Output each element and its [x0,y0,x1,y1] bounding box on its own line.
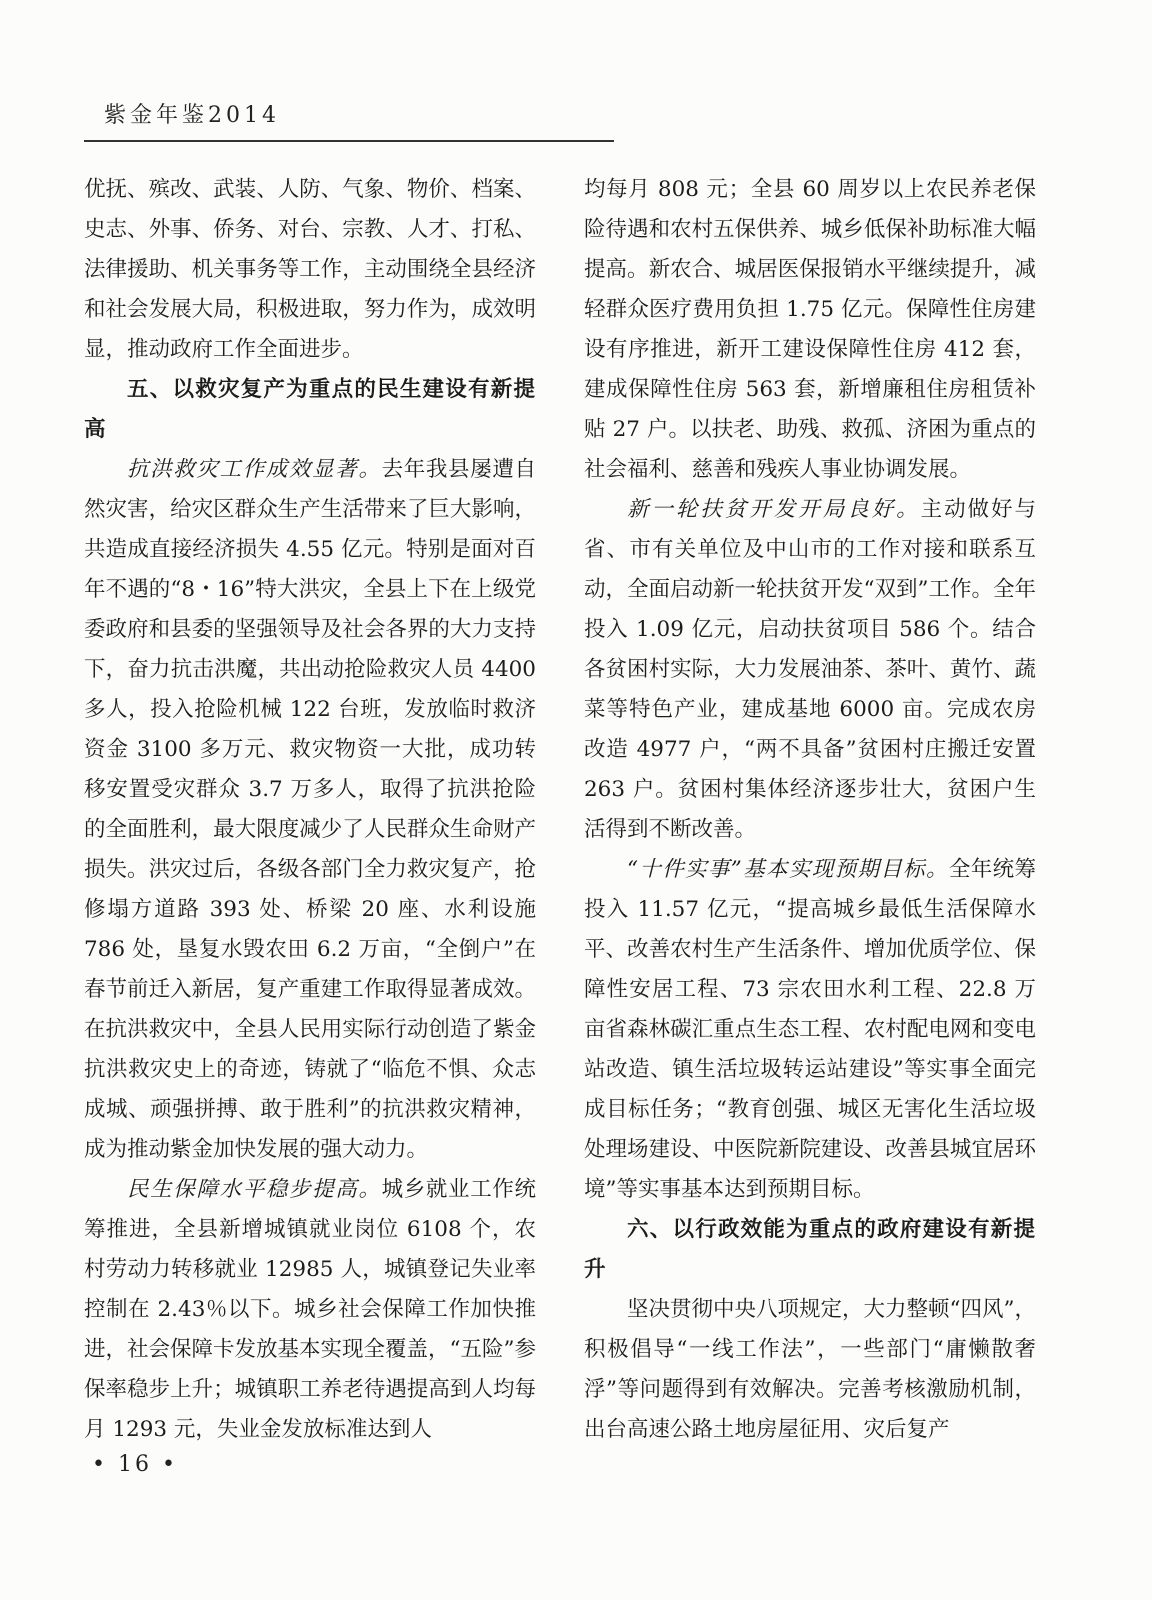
paragraph: 坚决贯彻中央八项规定，大力整顿“四风”，积极倡导“一线工作法”，一些部门“庸懒散奢浮”等问题得到有效解决。完善考核激励机制，出台高速公路土地房屋征用、灾后复产 [584,1297,1036,1442]
paragraph-lead: “十件实事”基本实现预期目标。 [627,857,949,882]
paragraph-lead: 民生保障水平稳步提高。 [127,1177,382,1202]
left-column [84,170,536,1450]
paragraph-body: 城乡就业工作统筹推进，全县新增城镇就业岗位 6108 个，农村劳动力转移就业 12985 人，城镇登记失业率控制在 2.43％以下。城乡社会保障工作加快推进，社会保障卡发放基本实现全覆盖，“五险”参保率稳步上升；城镇职工养老待遇提高到人均每月 1293 元，失业金发放标准达到人 [84,1177,536,1442]
header-rule [84,140,614,142]
paragraph: 均每月 808 元；全县 60 周岁以上农民养老保险待遇和农村五保供养、城乡低保补助标准大幅提高。新农合、城居医保报销水平继续提升，减轻群众医疗费用负担 1.75 亿元。保障性住房建设有序推进，新开工建设保障性住房 412 套，建成保障性住房 563 套，新增廉租住房租赁补贴 27 户。以扶老、助残、救孤、济困为重点的社会福利、慈善和残疾人事业协调发展。 [584,177,1036,482]
paragraph-body: 去年我县屡遭自然灾害，给灾区群众生产生活带来了巨大影响，共造成直接经济损失 4.55 亿元。特别是面对百年不遇的“8・16”特大洪灾，全县上下在上级党委政府和县委的坚强领导及社会各界的大力支持下，奋力抗击洪魔，共出动抢险救灾人员 4400 多人，投入抢险机械 122 台班，发放临时救济资金 3100 多万元、救灾物资一大批，成功转移安置受灾群众 3.7 万多人，取得了抗洪抢险的全面胜利，最大限度减少了人民群众生命财产损失。洪灾过后，各级各部门全力救灾复产，抢修塌方道路 393 处、桥梁 20 座、水利设施 786 处，垦复水毁农田 6.2 万亩，“全倒户”在春节前迁入新居，复产重建工作取得显著成效。在抗洪救灾中，全县人民用实际行动创造了紫金抗洪救灾史上的奇迹，铸就了“临危不惧、众志成城、顽强拼搏、敢于胜利”的抗洪救灾精神，成为推动紫金加快发展的强大动力。 [84,457,536,1162]
paragraph-body: 主动做好与省、市有关单位及中山市的工作对接和联系互动，全面启动新一轮扶贫开发“双到”工作。全年投入 1.09 亿元，启动扶贫项目 586 个。结合各贫困村实际，大力发展油茶、茶叶、黄竹、蔬菜等特色产业，建成基地 6000 亩。完成农房改造 4977 户，“两不具备”贫困村庄搬迁安置 263 户。贫困村集体经济逐步壮大，贫困户生活得到不断改善。 [584,497,1036,842]
section-heading-6: 六、以行政效能为重点的政府建设有新提升 [584,1217,1036,1282]
running-header: 紫金年鉴2014 [104,103,280,128]
right-column [584,170,1036,1450]
page-number: • 16 • [92,1452,178,1477]
paragraph [84,1170,536,1450]
paragraph [584,850,1036,1210]
paragraph [584,490,1036,850]
paragraph-body: 全年统筹投入 11.57 亿元，“提高城乡最低生活保障水平、改善农村生产生活条件、增加优质学位、保障性安居工程、73 宗农田水利工程、22.8 万亩省森林碳汇重点生态工程、农村配电网和变电站改造、镇生活垃圾转运站建设”等实事全面完成目标任务；“教育创强、城区无害化生活垃圾处理场建设、中医院新院建设、改善县城宜居环境”等实事基本达到预期目标。 [584,857,1036,1202]
paragraph-lead: 新一轮扶贫开发开局良好。 [627,497,921,522]
section-heading-5: 五、以救灾复产为重点的民生建设有新提高 [84,377,536,442]
paragraph [84,450,536,1170]
paragraph-lead: 抗洪救灾工作成效显著。 [127,457,382,482]
paragraph: 优抚、殡改、武装、人防、气象、物价、档案、史志、外事、侨务、对台、宗教、人才、打私、法律援助、机关事务等工作，主动围绕全县经济和社会发展大局，积极进取，努力作为，成效明显，推动政府工作全面进步。 [84,177,536,362]
